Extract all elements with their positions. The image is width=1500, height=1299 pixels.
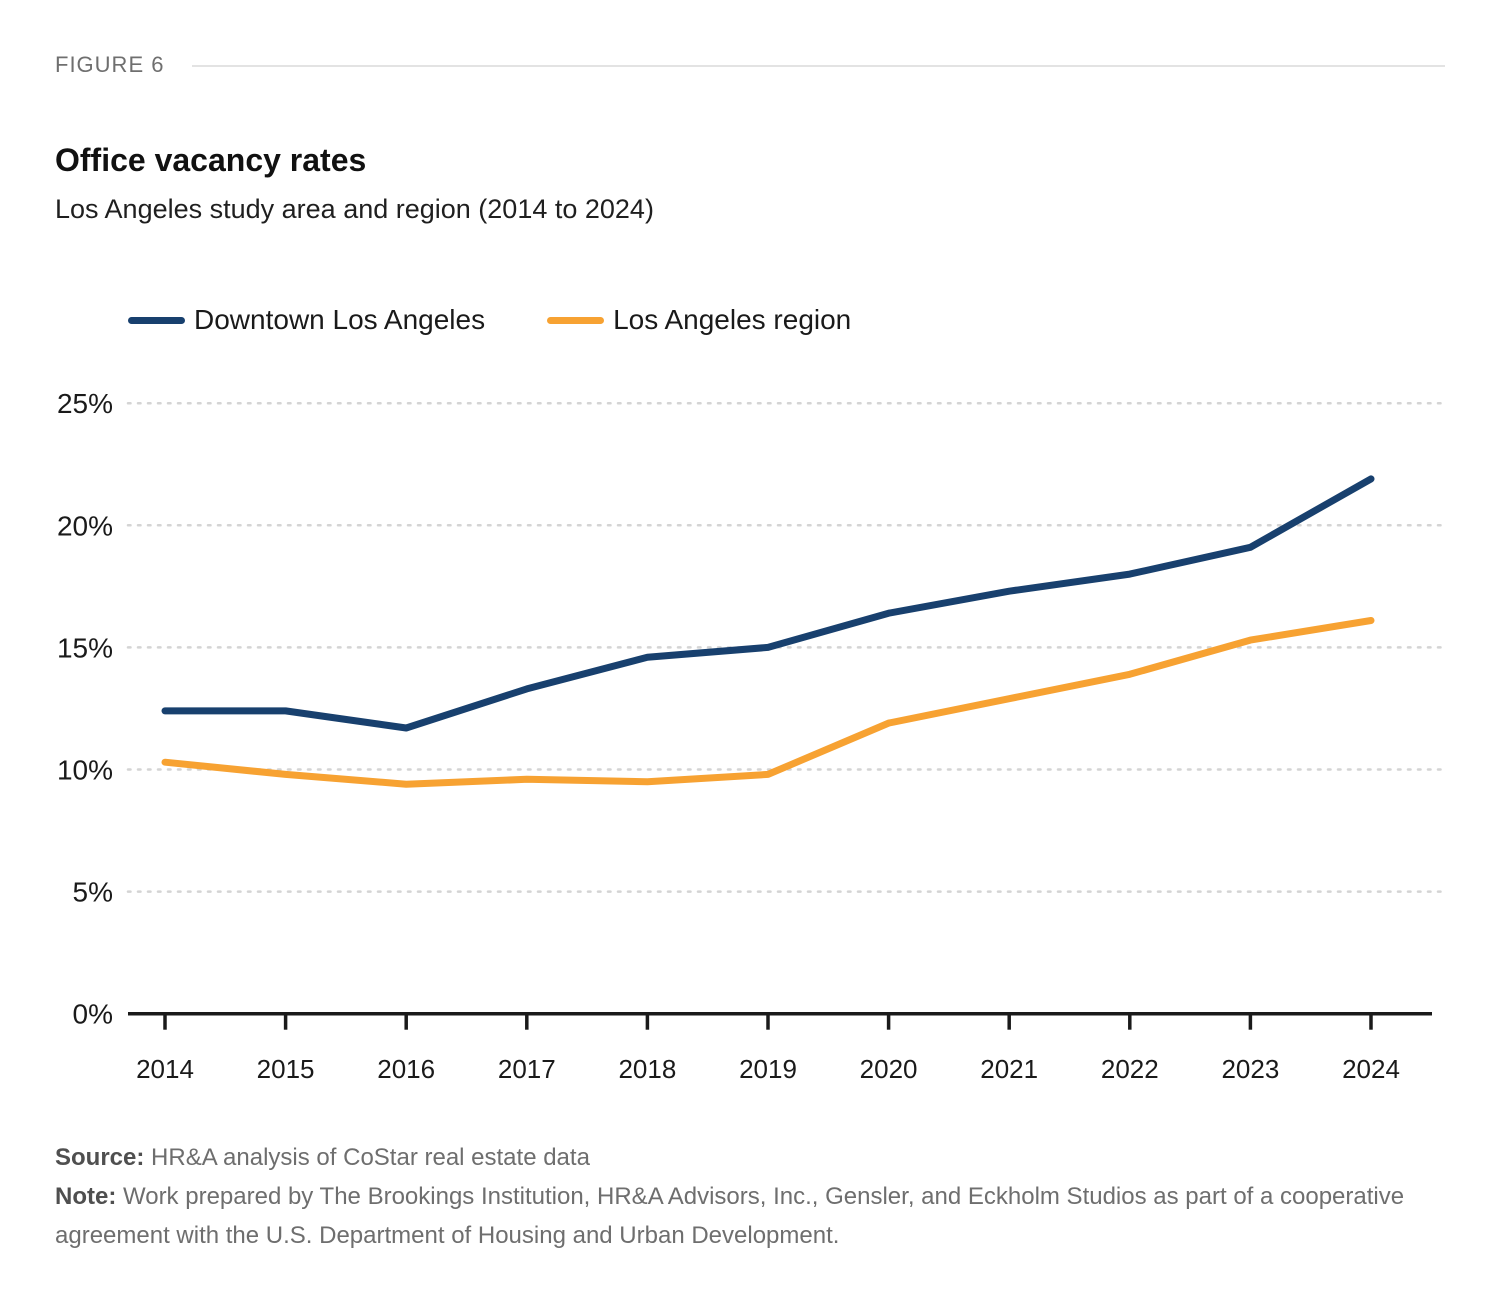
source-line bbox=[55, 1138, 1455, 1177]
figure-rule bbox=[192, 65, 1445, 67]
y-axis-label-15: 15% bbox=[56, 632, 113, 664]
y-axis-label-25: 25% bbox=[56, 388, 113, 420]
source-text: HR&A analysis of CoStar real estate data bbox=[144, 1144, 590, 1171]
x-axis-label-2023: 2023 bbox=[1221, 1054, 1280, 1084]
x-axis-label-2015: 2015 bbox=[256, 1054, 315, 1084]
x-axis-label-2024: 2024 bbox=[1342, 1054, 1400, 1084]
x-axis-label-2019: 2019 bbox=[739, 1054, 797, 1084]
x-axis-label-2016: 2016 bbox=[377, 1054, 436, 1084]
chart-title: Office vacancy rates bbox=[55, 142, 367, 178]
figure-header-row bbox=[55, 52, 1445, 78]
legend-item-downtown bbox=[128, 303, 485, 337]
x-axis-label-2022: 2022 bbox=[1100, 1054, 1159, 1084]
y-axis-label-10: 10% bbox=[56, 754, 113, 786]
note-line bbox=[55, 1177, 1455, 1255]
legend-label-region: Los Angeles region bbox=[613, 304, 852, 335]
legend-swatch-region bbox=[547, 317, 604, 324]
note-label: Note: bbox=[55, 1183, 117, 1210]
chart-legend bbox=[128, 303, 851, 337]
x-axis-label-2018: 2018 bbox=[618, 1054, 677, 1084]
x-axis-label-2014: 2014 bbox=[136, 1054, 194, 1084]
source-label: Source: bbox=[55, 1144, 145, 1171]
y-axis-label-20: 20% bbox=[56, 510, 113, 542]
chart-subtitle: Los Angeles study area and region (2014 to 2024) bbox=[55, 194, 654, 224]
footer-notes bbox=[55, 1138, 1455, 1255]
series-line-downtown-los-angeles bbox=[165, 479, 1371, 728]
legend-item-region bbox=[547, 303, 851, 337]
legend-swatch-downtown bbox=[128, 317, 185, 324]
x-axis-label-2020: 2020 bbox=[859, 1054, 918, 1084]
note-text: Work prepared by The Brookings Institution, HR&A Advisors, Inc., Gensler, and Eckholm Studios as part of a cooperative agreement with the U.S. Department of Housing and Urban Development. bbox=[55, 1183, 1405, 1249]
legend-label-downtown: Downtown Los Angeles bbox=[194, 304, 486, 335]
x-axis-label-2021: 2021 bbox=[980, 1054, 1039, 1084]
x-axis-label-2017: 2017 bbox=[497, 1054, 556, 1084]
y-axis-label-0: 0% bbox=[72, 998, 113, 1030]
line-chart-plot bbox=[0, 370, 1500, 1110]
figure-number-label: FIGURE 6 bbox=[55, 52, 165, 77]
y-axis-label-5: 5% bbox=[72, 876, 113, 908]
